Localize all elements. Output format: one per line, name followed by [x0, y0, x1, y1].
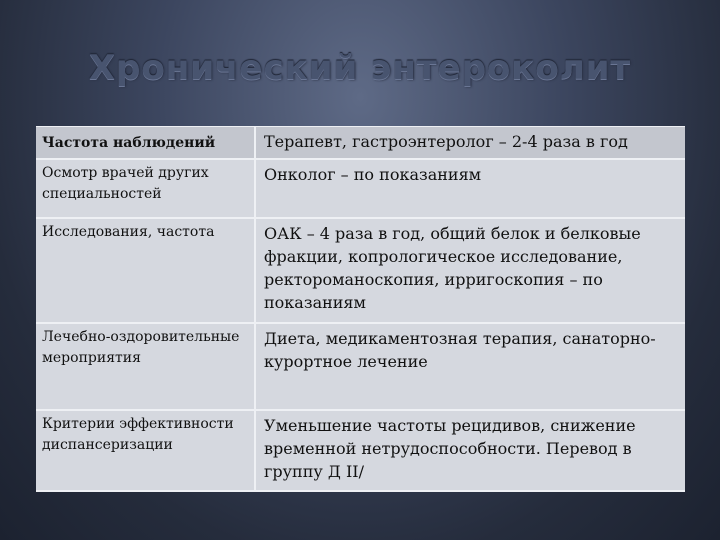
- table-row: [36, 323, 685, 410]
- row-value: Терапевт, гастроэнтеролог – 2-4 раза в год: [255, 127, 685, 160]
- row-value: Диета, медикаментозная терапия, санаторно-курортное лечение: [255, 323, 685, 410]
- table-row: [36, 218, 685, 323]
- row-value: ОАК – 4 раза в год, общий белок и белковые фракции, копрологическое исследование, ректороманоскопия, ирригоскопия – по показаниям: [255, 218, 685, 323]
- row-label: Частота наблюдений: [36, 127, 255, 160]
- row-value: Уменьшение частоты рецидивов, снижение временной нетрудоспособности. Перевод в группу Д II/: [255, 410, 685, 491]
- slide-title: Хронический энтероколит: [88, 48, 632, 88]
- row-value: Онколог – по показаниям: [255, 159, 685, 218]
- row-label: Осмотр врачей других специальностей: [36, 159, 255, 218]
- row-label: Исследования, частота: [36, 218, 255, 323]
- table-row: [36, 127, 685, 160]
- row-label: Критерии эффективности диспансеризации: [36, 410, 255, 491]
- dispensary-table: [36, 126, 685, 492]
- table-row: [36, 159, 685, 218]
- row-label: Лечебно-оздоровительные мероприятия: [36, 323, 255, 410]
- table-row: [36, 410, 685, 491]
